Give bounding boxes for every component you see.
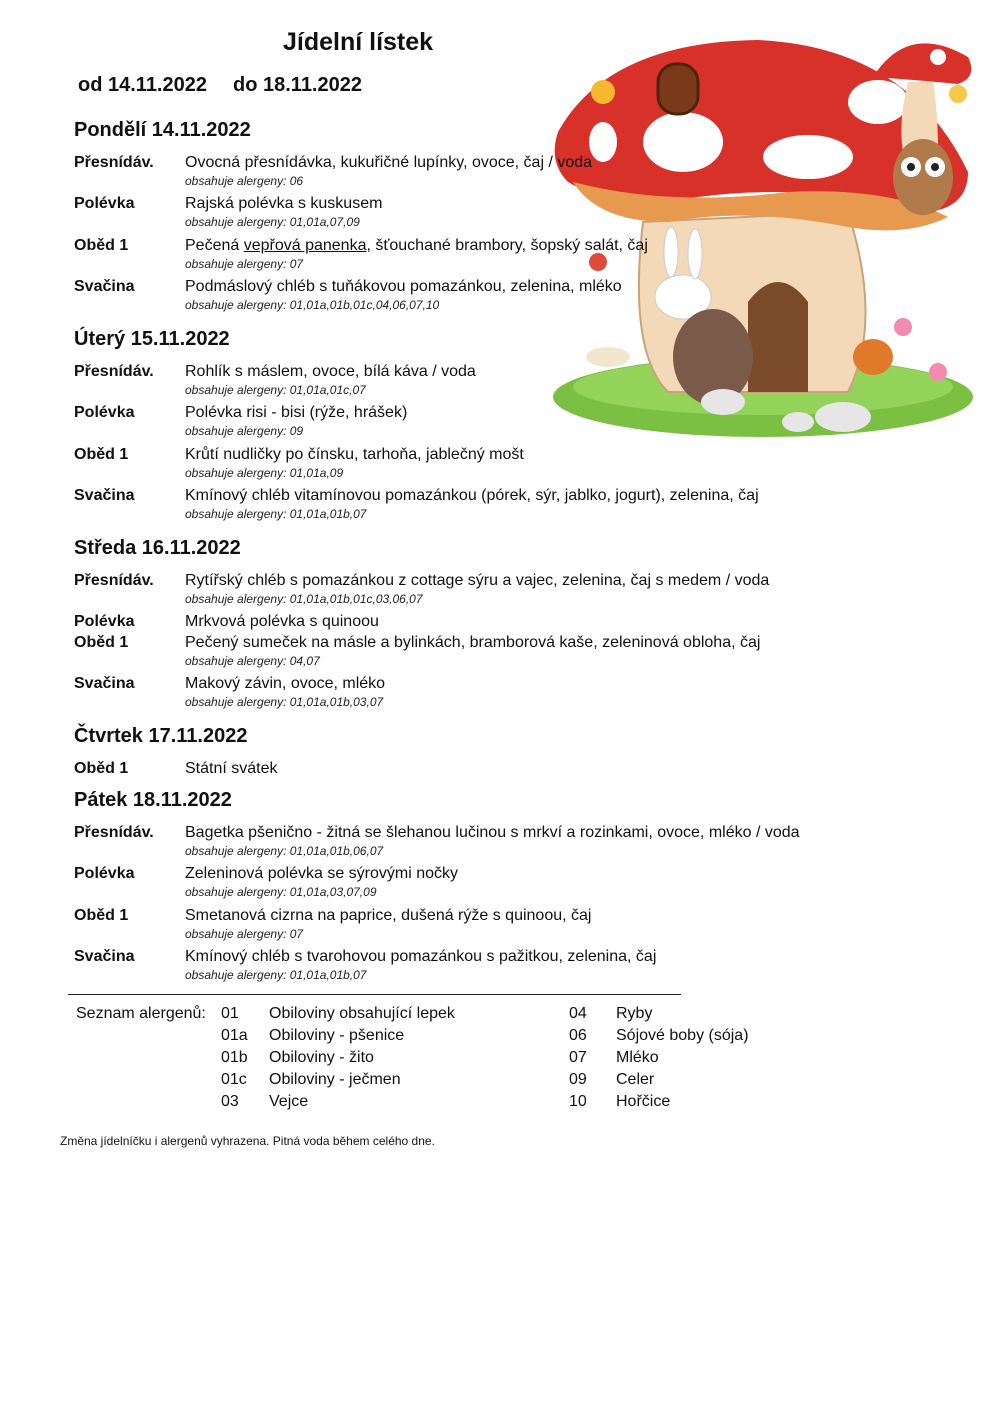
meal-dish: Pečený sumeček na másle a bylinkách, bramborová kaše, zeleninová obloha, čaj [185,634,761,651]
legend-name: Mléko [616,1049,659,1066]
day-heading-monday: Pondělí 14.11.2022 [74,119,251,141]
meal-dish: Mrkvová polévka s quinoou [185,613,379,630]
bunny-ear [664,227,678,277]
meal-allergens: obsahuje alergeny: 01,01a,01b,07 [185,968,367,982]
legend-code: 04 [569,1005,587,1022]
legend-code: 01c [221,1071,247,1088]
cap-spot [643,112,723,172]
day-heading-thursday: Čtvrtek 17.11.2022 [74,725,248,747]
small-cap-spot [930,49,946,65]
bird [591,80,615,104]
meal-dish: Bagetka pšenično - žitná se šlehanou lučinou s mrkví a rozinkami, ovoce, mléko / voda [185,824,800,841]
legend-code: 01b [221,1049,248,1066]
meal-label: Oběd 1 [74,760,129,777]
pink-flower [894,318,912,336]
meal-allergens: obsahuje alergeny: 07 [185,927,304,941]
meal-allergens: obsahuje alergeny: 01,01a,01b,07 [185,507,367,521]
owl-pupil [931,163,939,171]
dish-link[interactable]: vepřová panenka [243,237,367,254]
stone [701,389,745,415]
meal-allergens: obsahuje alergeny: 01,01a,03,07,09 [185,885,377,899]
meal-allergens: obsahuje alergeny: 09 [185,424,304,438]
meal-allergens: obsahuje alergeny: 01,01a,01b,06,07 [185,844,384,858]
meal-dish: Podmáslový chléb s tuňákovou pomazánkou, zelenina, mléko [185,278,622,295]
fox [853,339,893,375]
meal-dish: Krůtí nudličky po čínsku, tarhoňa, jablečný mošt [185,446,524,463]
legend-name: Obiloviny - pšenice [269,1027,405,1044]
legend-name: Sójové boby (sója) [616,1027,749,1044]
meal-label: Svačina [74,487,135,504]
legend-name: Vejce [269,1093,309,1110]
dish-text: , šťouchané brambory, šopský salát, čaj [366,237,648,254]
meal-allergens: obsahuje alergeny: 01,01a,01b,01c,03,06,07 [185,592,423,606]
day-heading-friday: Pátek 18.11.2022 [74,789,232,811]
small-mushroom [586,347,630,367]
meal-allergens: obsahuje alergeny: 01,01a,01c,07 [185,383,366,397]
pink-flower [929,363,947,381]
bunny-ear [688,229,702,279]
owl-pupil [907,163,915,171]
legend-name: Obiloviny obsahující lepek [269,1005,455,1022]
meal-label: Svačina [74,278,135,295]
legend-code: 10 [569,1093,587,1110]
meal-allergens: obsahuje alergeny: 01,01a,07,09 [185,215,360,229]
meal-allergens: obsahuje alergeny: 06 [185,174,304,188]
meal-dish: Makový závin, ovoce, mléko [185,675,386,692]
meal-dish: Zeleninová polévka se sýrovými nočky [185,865,459,882]
meal-label: Oběd 1 [74,237,129,254]
door [748,282,808,392]
meal-dish: Státní svátek [185,760,278,777]
meal-label: Přesnídáv. [74,363,154,380]
meal-dish: Polévka risi - bisi (rýže, hrášek) [185,404,408,421]
meal-dish: Smetanová cizrna na paprice, dušená rýže s quinoou, čaj [185,907,592,924]
legend-code: 01 [221,1005,239,1022]
mushroom-house-illustration [548,22,990,442]
meal-allergens: obsahuje alergeny: 01,01a,01b,01c,04,06,07,10 [185,298,440,312]
meal-dish: Rytířský chléb s pomazánkou z cottage sýru a vajec, zelenina, čaj s medem / voda [185,572,770,589]
meal-label: Přesnídáv. [74,572,154,589]
window [658,64,698,114]
red-flower [589,253,607,271]
meal-allergens: obsahuje alergeny: 04,07 [185,654,320,668]
date-to: do 18.11.2022 [233,74,362,96]
owl [893,139,953,215]
meal-label: Polévka [74,195,135,212]
meal-dish [185,237,648,255]
legend-name: Celer [616,1071,655,1088]
stone [815,402,871,432]
meal-label: Svačina [74,948,135,965]
legend-code: 01a [221,1027,248,1044]
meal-label: Polévka [74,613,135,630]
day-heading-tuesday: Úterý 15.11.2022 [74,328,230,350]
cap-spot [589,122,617,162]
meal-label: Přesnídáv. [74,824,154,841]
cap-spot [763,135,853,179]
legend-name: Ryby [616,1005,653,1022]
meal-dish: Kmínový chléb vitamínovou pomazánkou (pórek, sýr, jablko, jogurt), zelenina, čaj [185,487,759,504]
butterfly [949,85,967,103]
day-heading-wednesday: Středa 16.11.2022 [74,537,241,559]
page-title: Jídelní lístek [283,28,434,56]
footer-note: Změna jídelníčku i alergenů vyhrazena. Pitná voda během celého dne. [60,1134,435,1148]
stone [782,412,814,432]
cap-spot [848,80,908,124]
dish-text: Pečená [185,237,244,254]
meal-dish: Rohlík s máslem, ovoce, bílá káva / voda [185,363,476,380]
meal-label: Svačina [74,675,135,692]
legend-label: Seznam alergenů: [76,1005,206,1022]
legend-code: 06 [569,1027,587,1044]
date-from: od 14.11.2022 [78,74,207,96]
divider [68,994,681,995]
legend-name: Hořčice [616,1093,671,1110]
small-mushroom-cap [873,43,971,84]
meal-label: Polévka [74,404,135,421]
meal-label: Polévka [74,865,135,882]
meal-label: Oběd 1 [74,907,129,924]
legend-code: 09 [569,1071,587,1088]
meal-dish: Rajská polévka s kuskusem [185,195,383,212]
meal-label: Oběd 1 [74,446,129,463]
meal-label: Přesnídáv. [74,154,154,171]
meal-dish: Ovocná přesnídávka, kukuřičné lupínky, ovoce, čaj / voda [185,154,593,171]
meal-label: Oběd 1 [74,634,129,651]
meal-allergens: obsahuje alergeny: 07 [185,257,304,271]
legend-name: Obiloviny - žito [269,1049,374,1066]
legend-name: Obiloviny - ječmen [269,1071,401,1088]
meal-allergens: obsahuje alergeny: 01,01a,09 [185,466,344,480]
legend-code: 03 [221,1093,239,1110]
meal-allergens: obsahuje alergeny: 01,01a,01b,03,07 [185,695,384,709]
legend-code: 07 [569,1049,587,1066]
meal-dish: Kmínový chléb s tvarohovou pomazánkou s pažitkou, zelenina, čaj [185,948,657,965]
